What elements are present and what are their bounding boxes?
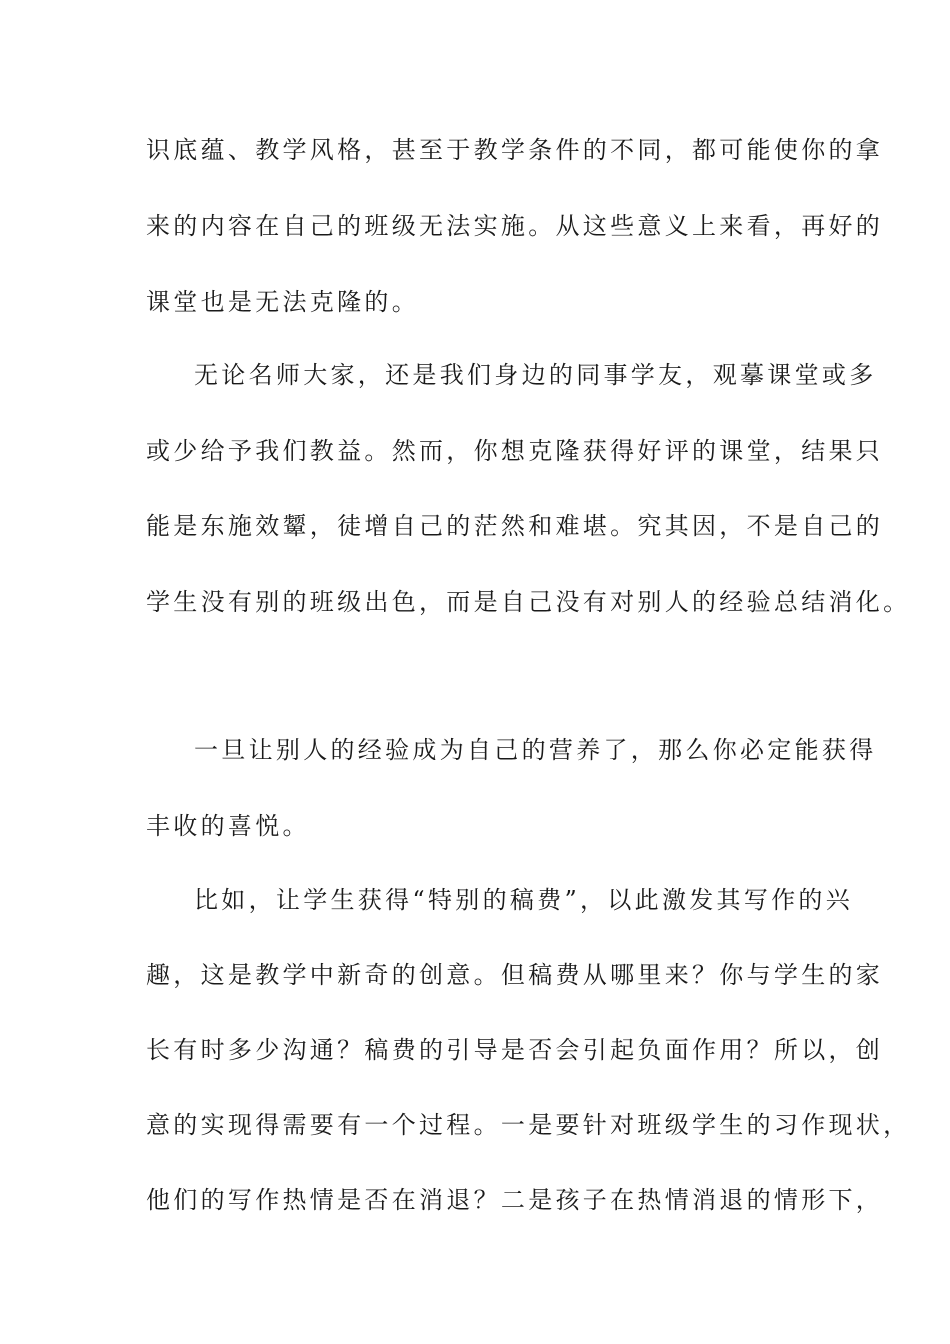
text-line-6: 能是东施效颦，徒增自己的茫然和难堪。究其因，不是自己的 [146, 512, 884, 540]
text-line-11: 趣，这是教学中新奇的创意。但稿费从哪里来？你与学生的家 [146, 961, 884, 989]
text-line-3: 课堂也是无法克隆的。 [146, 288, 419, 316]
text-line-5: 或少给予我们教益。然而，你想克隆获得好评的课堂，结果只 [146, 437, 884, 465]
text-line-14: 他们的写作热情是否在消退？二是孩子在热情消退的情形下， [146, 1186, 884, 1214]
text-line-4: 无论名师大家，还是我们身边的同事学友，观摹课堂或多 [194, 361, 877, 389]
text-line-8: 一旦让别人的经验成为自己的营养了，那么你必定能获得 [194, 736, 877, 764]
text-line-10: 比如，让学生获得“特别的稿费”，以此激发其写作的兴 [194, 886, 854, 914]
text-line-1: 识底蕴、教学风格，甚至于教学条件的不同，都可能使你的拿 [146, 136, 884, 164]
text-line-7: 学生没有别的班级出色，而是自己没有对别人的经验总结消化。 [146, 588, 911, 616]
text-line-9: 丰收的喜悦。 [146, 812, 310, 840]
text-line-12: 长有时多少沟通？稿费的引导是否会引起负面作用？所以，创 [146, 1036, 884, 1064]
text-line-13: 意的实现得需要有一个过程。一是要针对班级学生的习作现状， [146, 1111, 911, 1139]
text-line-2: 来的内容在自己的班级无法实施。从这些意义上来看，再好的 [146, 212, 884, 240]
